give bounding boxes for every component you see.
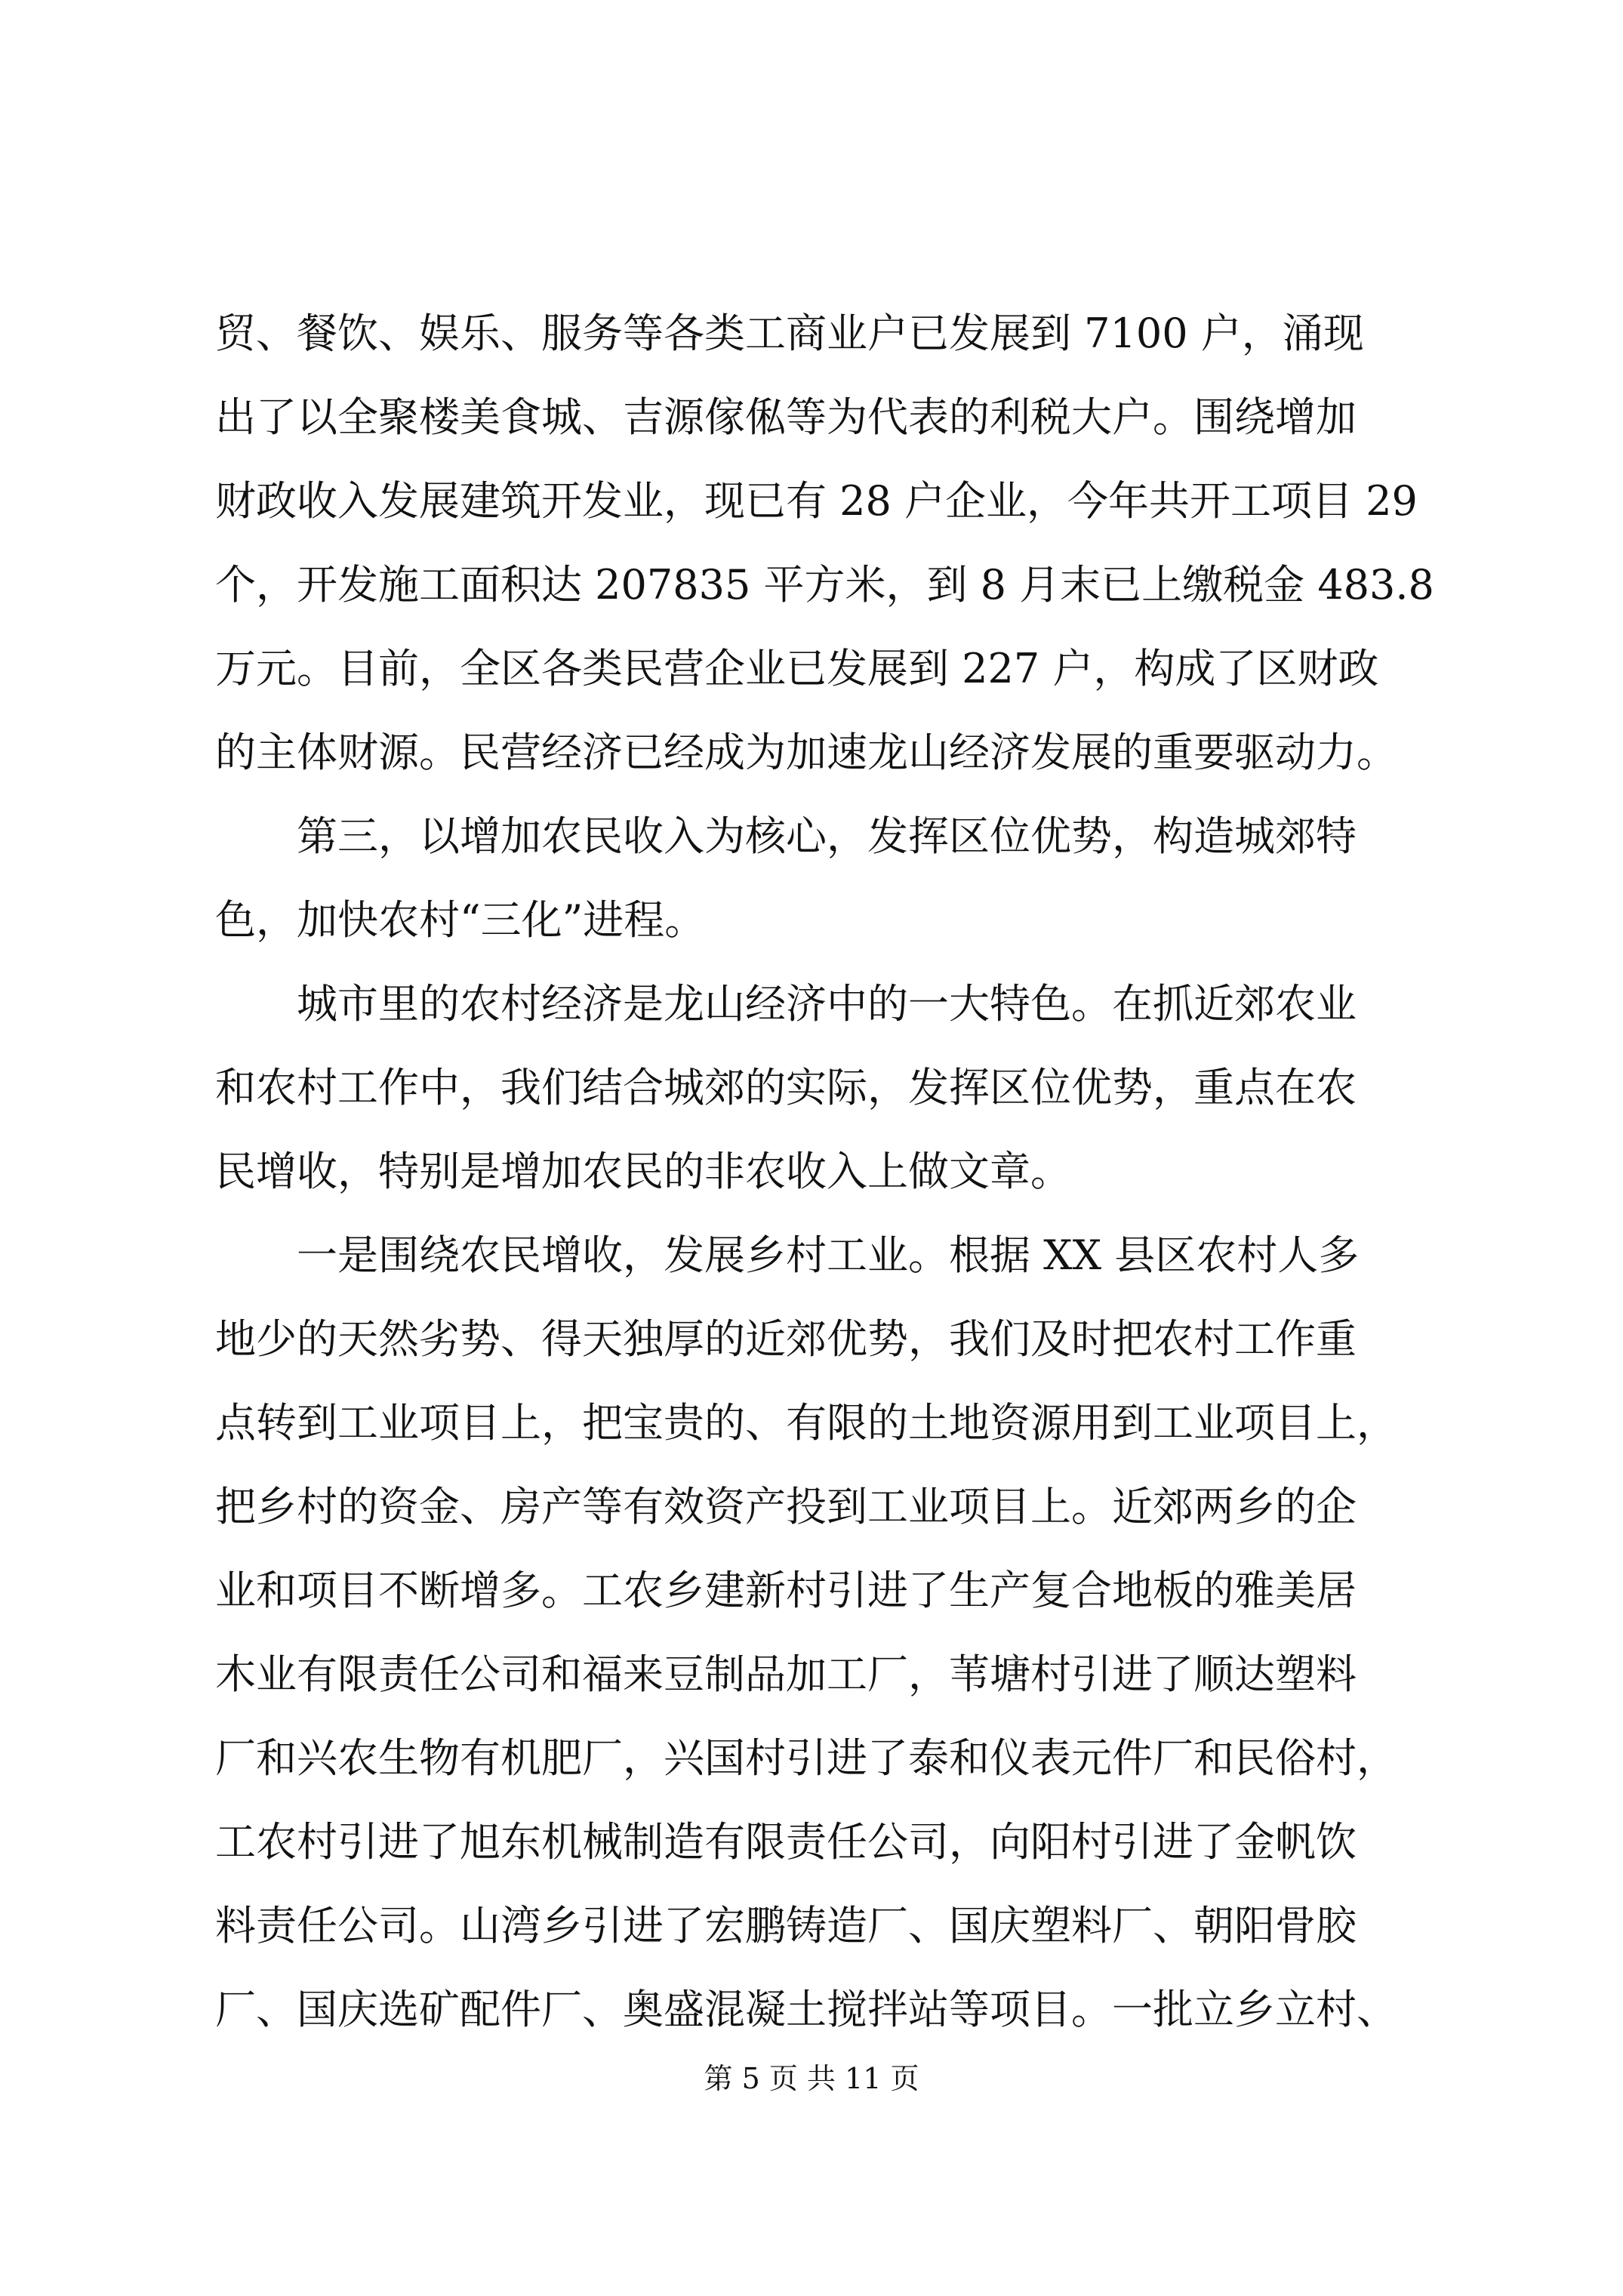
text-line-20: 料责任公司。山湾乡引进了宏鹏铸造厂、国庆塑料厂、朝阳骨胶: [215, 1902, 1357, 1949]
text-line-8: 色，加快农村“三化”进程。: [215, 896, 706, 944]
text-line-14: 点转到工业项目上，把宝贵的、有限的土地资源用到工业项目上，: [215, 1399, 1397, 1447]
text-line-9: 城市里的农村经济是龙山经济中的一大特色。在抓近郊农业: [297, 980, 1357, 1028]
text-line-17: 木业有限责任公司和福来豆制品加工厂，苇塘村引进了顺达塑料: [215, 1650, 1357, 1698]
text-line-1: 贸、餐饮、娱乐、服务等各类工商业户已发展到 7100 户，涌现: [215, 310, 1364, 357]
text-line-16: 业和项目不断增多。工农乡建新村引进了生产复合地板的雅美居: [215, 1567, 1357, 1614]
text-line-19: 工农村引进了旭东机械制造有限责任公司，向阳村引进了金帆饮: [215, 1818, 1357, 1866]
page-footer: 第 5 页 共 11 页: [704, 2062, 919, 2095]
text-line-21: 厂、国庆选矿配件厂、奥盛混凝土搅拌站等项目。一批立乡立村、: [215, 1986, 1397, 2033]
text-line-7: 第三，以增加农民收入为核心，发挥区位优势，构造城郊特: [297, 812, 1357, 860]
text-line-6: 的主体财源。民营经济已经成为加速龙山经济发展的重要驱动力。: [215, 729, 1397, 776]
text-line-2: 出了以全聚楼美食城、吉源傢俬等为代表的利税大户。围绕增加: [215, 393, 1357, 441]
text-line-18: 厂和兴农生物有机肥厂，兴国村引进了泰和仪表元件厂和民俗村，: [215, 1734, 1397, 1782]
text-line-5: 万元。目前，全区各类民营企业已发展到 227 户，构成了区财政: [215, 645, 1379, 692]
text-line-4: 个，开发施工面积达 207835 平方米，到 8 月末已上缴税金 483.8: [215, 561, 1434, 609]
text-line-15: 把乡村的资金、房产等有效资产投到工业项目上。近郊两乡的企: [215, 1483, 1357, 1530]
text-line-11: 民增收，特别是增加农民的非农收入上做文章。: [215, 1148, 1071, 1195]
text-line-13: 地少的天然劣势、得天独厚的近郊优势，我们及时把农村工作重: [215, 1315, 1357, 1363]
text-line-12: 一是围绕农民增收，发展乡村工业。根据 XX 县区农村人多: [297, 1231, 1360, 1279]
text-line-10: 和农村工作中，我们结合城郊的实际，发挥区位优势，重点在农: [215, 1064, 1357, 1111]
text-line-3: 财政收入发展建筑开发业，现已有 28 户企业，今年共开工项目 29: [215, 477, 1418, 525]
